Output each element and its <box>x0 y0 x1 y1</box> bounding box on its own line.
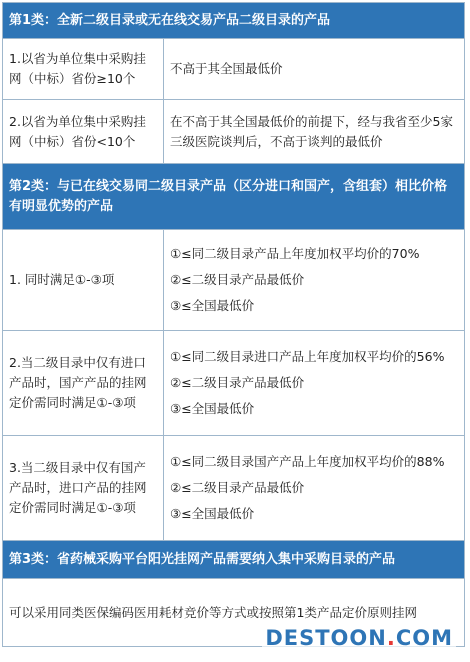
category-1-row-1 <box>3 39 465 100</box>
category-1-row-2-condition: 2.以省为单位集中采购挂网（中标）省份<10个 <box>3 100 164 164</box>
category-2-row-2-condition: 2.当二级目录中仅有进口产品时，国产产品的挂网定价需同时满足①-③项 <box>3 331 164 436</box>
criterion-item: ③≤全国最低价 <box>170 401 255 416</box>
criterion-item: ②≤二级目录产品最低价 <box>170 480 305 495</box>
category-3-header-row <box>3 541 465 579</box>
category-2-row-2 <box>3 331 465 436</box>
criterion-item: ②≤二级目录产品最低价 <box>170 375 305 390</box>
category-2-row-1-criteria <box>164 230 465 331</box>
category-2-row-2-criteria <box>164 331 465 436</box>
category-1-row-1-condition: 1.以省为单位集中采购挂网（中标）省份≥10个 <box>3 39 164 100</box>
watermark-logo <box>262 626 456 650</box>
category-2-row-3 <box>3 436 465 541</box>
category-2-row-3-criteria <box>164 436 465 541</box>
watermark-tld: COM <box>395 626 453 650</box>
watermark-dot: . <box>386 626 396 650</box>
criterion-item: ②≤二级目录产品最低价 <box>170 272 305 287</box>
category-3-header: 第3类：省药械采购平台阳光挂网产品需要纳入集中采购目录的产品 <box>3 541 465 579</box>
category-1-row-2 <box>3 100 465 164</box>
category-1-row-2-rule: 在不高于其全国最低价的前提下，经与我省至少5家三级医院谈判后，不高于谈判的最低价 <box>164 100 465 164</box>
criterion-item: ①≤同二级目录产品上年度加权平均价的70% <box>170 246 420 261</box>
category-1-header: 第1类：全新二级目录或无在线交易产品二级目录的产品 <box>3 3 465 39</box>
category-1-row-1-rule: 不高于其全国最低价 <box>164 39 465 100</box>
category-2-row-3-condition: 3.当二级目录中仅有国产产品时，进口产品的挂网定价需同时满足①-③项 <box>3 436 164 541</box>
criterion-item: ①≤同二级目录进口产品上年度加权平均价的56% <box>170 349 445 364</box>
pricing-rules-table <box>2 2 465 647</box>
category-2-header: 第2类：与已在线交易同二级目录产品（区分进口和国产，含组套）相比价格有明显优势的产品 <box>3 164 465 230</box>
category-3-body: 可以采用同类医保编码医用耗材竞价等方式或按照第1类产品定价原则挂网 <box>3 579 465 647</box>
criterion-item: ③≤全国最低价 <box>170 298 255 313</box>
criterion-item: ③≤全国最低价 <box>170 506 255 521</box>
category-1-header-row <box>3 3 465 39</box>
category-2-row-1 <box>3 230 465 331</box>
watermark-main: DESTOON <box>265 626 387 650</box>
criterion-item: ①≤同二级目录国产产品上年度加权平均价的88% <box>170 454 445 469</box>
category-2-row-1-condition: 1. 同时满足①-③项 <box>3 230 164 331</box>
category-2-header-row <box>3 164 465 230</box>
